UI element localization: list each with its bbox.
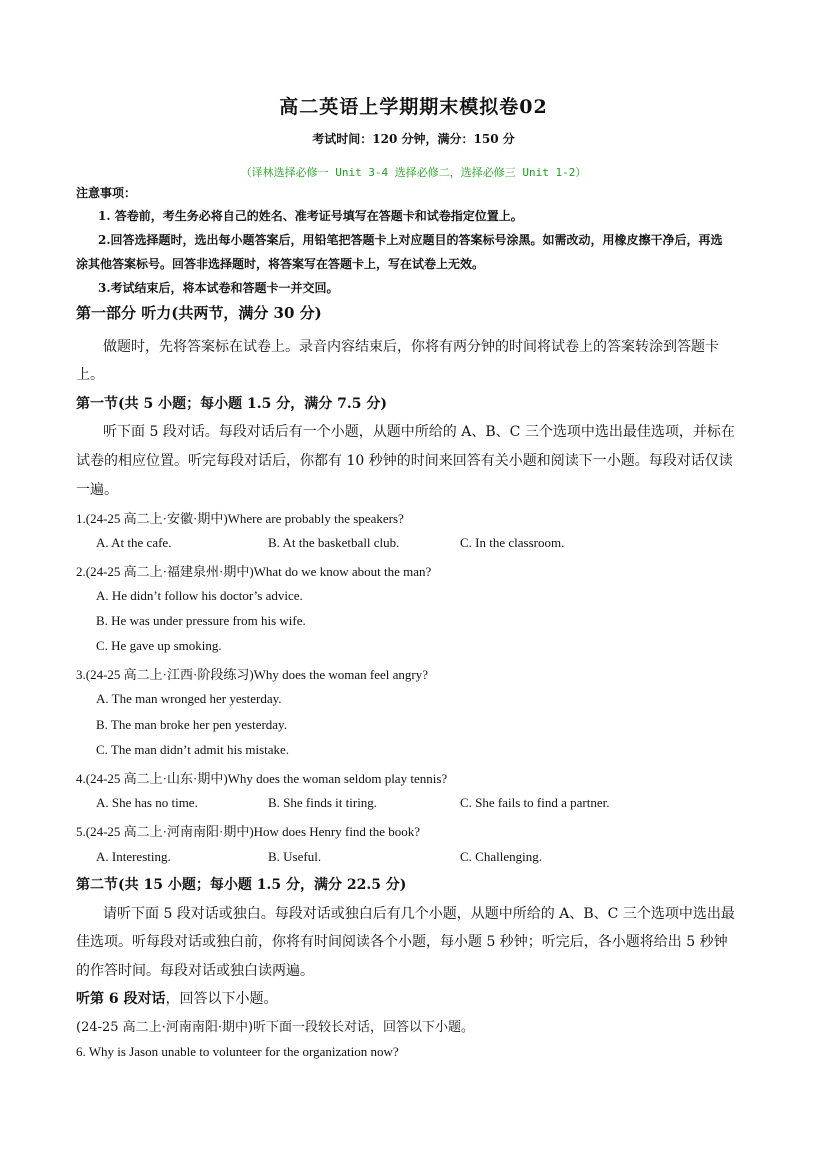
option-b: B. The man broke her pen yesterday. [96, 717, 287, 732]
section2-title: 第二节(共 15 小题；每小题 1.5 分，满分 22.5 分) [76, 877, 407, 893]
option-c: C. Challenging. [460, 849, 542, 864]
question-stem: 3.(24-25 高二上·江西·阶段练习)Why does the woman feel angry? [76, 667, 428, 682]
question-stem: 1.(24-25 高二上·安徽·期中)Where are probably the speakers? [76, 511, 404, 526]
section2-intro: 佳选项。听每段对话或独白前，你将有时间阅读各个小题，每小题 5 秒钟；听完后，各小题将给出 5 秒钟 [76, 934, 728, 950]
notice-item: 3.考试结束后，将本试卷和答题卡一并交回。 [98, 281, 339, 295]
option-c: C. The man didn’t admit his mistake. [96, 742, 290, 757]
listen-instruction [76, 988, 278, 1008]
question-stem: 6. Why is Jason unable to volunteer for the organization now? [76, 1044, 399, 1059]
option-a: A. He didn’t follow his doctor’s advice. [96, 588, 303, 603]
option-b: B. Useful. [268, 849, 322, 864]
option-a: A. She has no time. [96, 795, 198, 810]
dialog-source: (24-25 高二上·河南南阳·期中)听下面一段较长对话，回答以下小题。 [76, 1020, 475, 1035]
option-a: A. The man wronged her yesterday. [96, 691, 282, 706]
listen-suffix: ，回答以下小题。 [165, 991, 278, 1007]
option-b: B. She finds it tiring. [268, 795, 378, 810]
option-a: A. At the cafe. [96, 535, 172, 550]
notice-item: 2.回答选择题时，选出每小题答案后，用铅笔把答题卡上对应题目的答案标号涂黑。如需改动，用橡皮擦干净后，再选 [98, 233, 723, 247]
page-title: 高二英语上学期期末模拟卷02 [279, 96, 548, 118]
part1-intro: 做题时，先将答案标在试卷上。录音内容结束后，你将有两分钟的时间将试卷上的答案转涂到答题卡 [103, 339, 719, 355]
section1-intro: 试卷的相应位置。听完每段对话后，你都有 10 秒钟的时间来回答有关小题和阅读下一小题。每段对话仅读 [76, 453, 733, 469]
notice-heading: 注意事项： [76, 186, 137, 200]
option-b: B. At the basketball club. [268, 535, 400, 550]
option-a: A. Interesting. [96, 849, 171, 864]
section1-intro: 听下面 5 段对话。每段对话后有一个小题，从题中所给的 A、B、C 三个选项中选出最佳选项，并标在 [103, 424, 735, 440]
section2-intro: 的作答时间。每段对话或独白读两遍。 [76, 963, 314, 979]
notice-item: 1. 答卷前，考生务必将自己的姓名、准考证号填写在答题卡和试卷指定位置上。 [98, 209, 523, 223]
section2-intro: 请听下面 5 段对话或独白。每段对话或独白后有几个小题，从题中所给的 A、B、C 三个选项中选出最 [103, 906, 735, 922]
option-c: C. In the classroom. [460, 535, 565, 550]
notice-item: 涂其他答案标号。回答非选择题时，将答案写在答题卡上，写在试卷上无效。 [76, 257, 485, 271]
option-c: C. She fails to find a partner. [460, 795, 610, 810]
listen-label: 听第 6 段对话 [76, 991, 166, 1007]
part1-intro: 上。 [76, 367, 104, 383]
question-stem: 4.(24-25 高二上·山东·期中)Why does the woman seldom play tennis? [76, 771, 448, 786]
option-b: B. He was under pressure from his wife. [96, 613, 306, 628]
part1-title: 第一部分 听力(共两节，满分 30 分) [76, 304, 322, 322]
section1-intro: 一遍。 [76, 482, 118, 498]
exam-meta: 考试时间：120 分钟，满分：150 分 [312, 132, 515, 146]
exam-scope: （译林选择必修一 Unit 3-4 选择必修二，选择必修三 Unit 1-2） [240, 166, 587, 179]
section1-title: 第一节(共 5 小题；每小题 1.5 分，满分 7.5 分) [76, 396, 387, 412]
question-stem: 5.(24-25 高二上·河南南阳·期中)How does Henry find the book? [76, 824, 421, 839]
option-c: C. He gave up smoking. [96, 638, 222, 653]
question-stem: 2.(24-25 高二上·福建泉州·期中)What do we know about the man? [76, 564, 432, 579]
